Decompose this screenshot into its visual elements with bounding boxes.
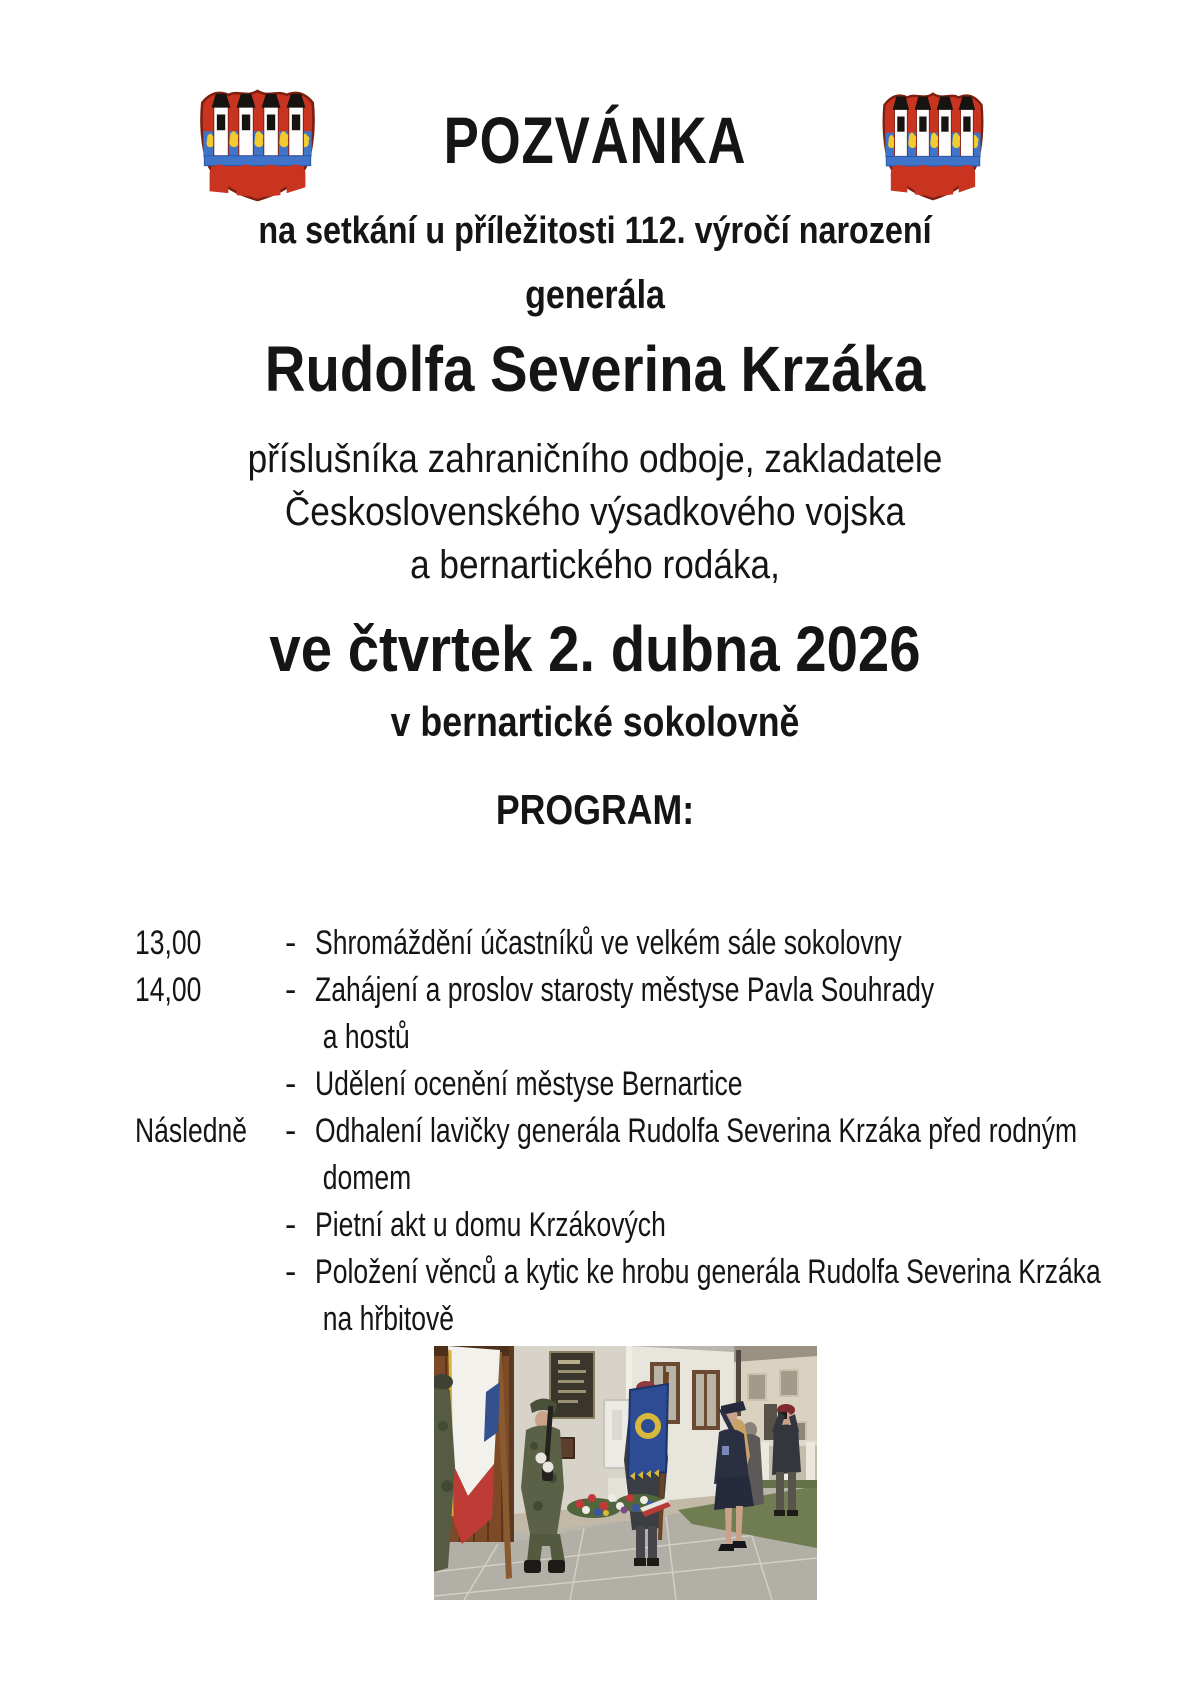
rank-line: generála [525,273,665,317]
program-line [135,1061,1160,1108]
intro-line: na setkání u příležitosti 112. výročí narození [258,210,932,252]
program-text: Položení věnců a kytic ke hrobu generála Rudolfa Severina Krzáka [315,1253,1101,1291]
program-time [135,1206,283,1245]
program-line [135,1108,1160,1155]
description-line: příslušníka zahraničního odboje, zakladatele [247,437,943,481]
description-line: a bernartického rodáka, [410,543,780,587]
event-date: ve čtvrtek 2. dubna 2026 [269,613,921,685]
program-text: Zahájení a proslov starosty městyse Pavla Souhrady [315,971,935,1009]
program-dash: - [285,1065,297,1103]
program-heading: PROGRAM: [495,786,695,833]
program-line-continuation [135,1296,1160,1343]
program-time: Následně [135,1112,248,1150]
program-line-continuation [135,1014,1160,1061]
program-line-continuation [135,1155,1160,1202]
bernartice-coat-of-arms-icon [878,88,988,202]
program-dash: - [285,924,297,962]
program-text: Odhalení lavičky generála Rudolfa Severina Krzáka před rodným [315,1112,1078,1150]
program-text: a hostů [322,1018,410,1056]
description-line: Československého výsadkového vojska [284,490,906,534]
program-dash: - [285,1253,297,1291]
program-list [135,920,1160,1343]
program-dash: - [285,971,297,1009]
program-time [135,1065,283,1104]
general-name: Rudolfa Severina Krzáka [264,333,926,405]
program-time: 14,00 [135,971,202,1009]
program-time [135,1253,283,1292]
program-line [135,1249,1160,1296]
program-text: Shromáždění účastníků ve velkém sále sokolovny [315,924,902,962]
program-text: domem [322,1159,412,1197]
program-line [135,920,1160,967]
ceremony-photo [434,1346,817,1600]
program-text: Udělení ocenění městyse Bernartice [315,1065,743,1103]
program-line [135,967,1160,1014]
program-dash: - [285,1112,297,1150]
event-venue: v bernartické sokolovně [390,698,800,745]
program-line [135,1202,1160,1249]
program-text: Pietní akt u domu Krzákových [315,1206,666,1244]
page-title: POZVÁNKA [443,103,747,177]
program-text: na hřbitově [322,1300,455,1338]
program-time: 13,00 [135,924,202,962]
program-dash: - [285,1206,297,1244]
